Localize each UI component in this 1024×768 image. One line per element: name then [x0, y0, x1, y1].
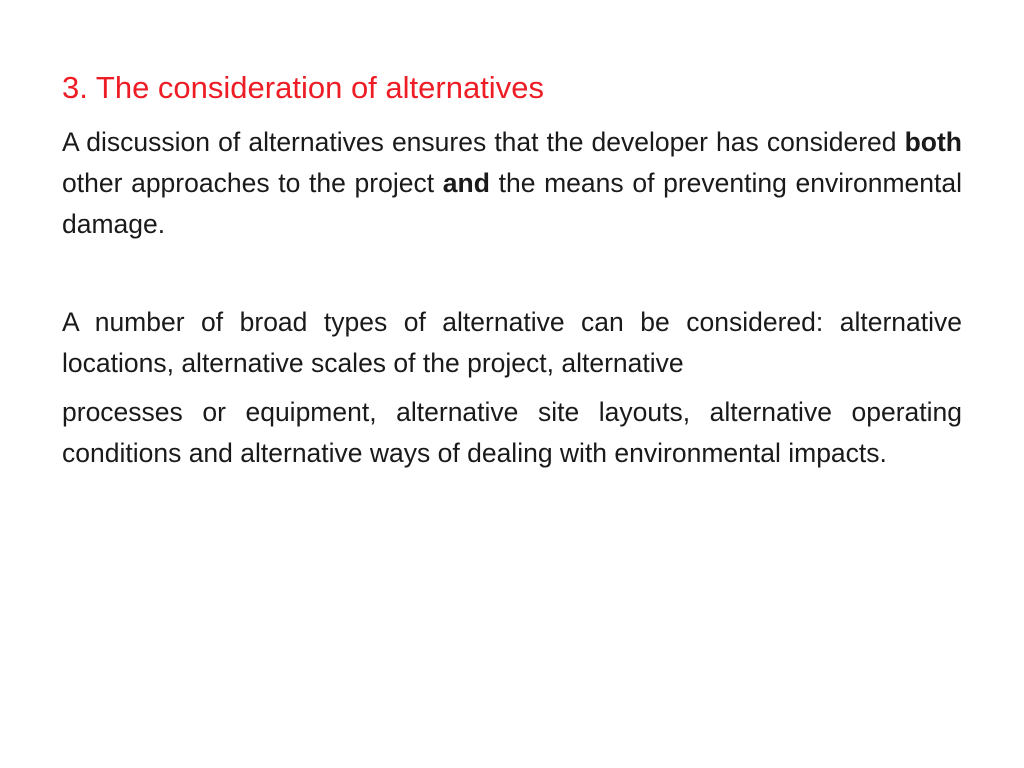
- paragraph-alternatives-discussion: [62, 122, 962, 245]
- paragraph-1-text-b: other approaches to the project: [62, 168, 443, 198]
- slide-heading: 3. The consideration of alternatives: [62, 70, 544, 105]
- paragraph-1-text-a: A discussion of alternatives ensures that the developer has considered: [62, 127, 905, 157]
- paragraph-alternative-list: processes or equipment, alternative site layouts, alternative operating conditions and alternative ways of dealing with environmental impacts.: [62, 397, 962, 468]
- paragraph-1-text-c: the means of preventing environmental damage.: [62, 168, 962, 239]
- emphasis-both: both: [904, 127, 962, 157]
- paragraph-broad-types: A number of broad types of alternative can be considered: alternative locations, alternative scales of the project, alternative: [62, 307, 962, 378]
- emphasis-and: and: [442, 168, 490, 198]
